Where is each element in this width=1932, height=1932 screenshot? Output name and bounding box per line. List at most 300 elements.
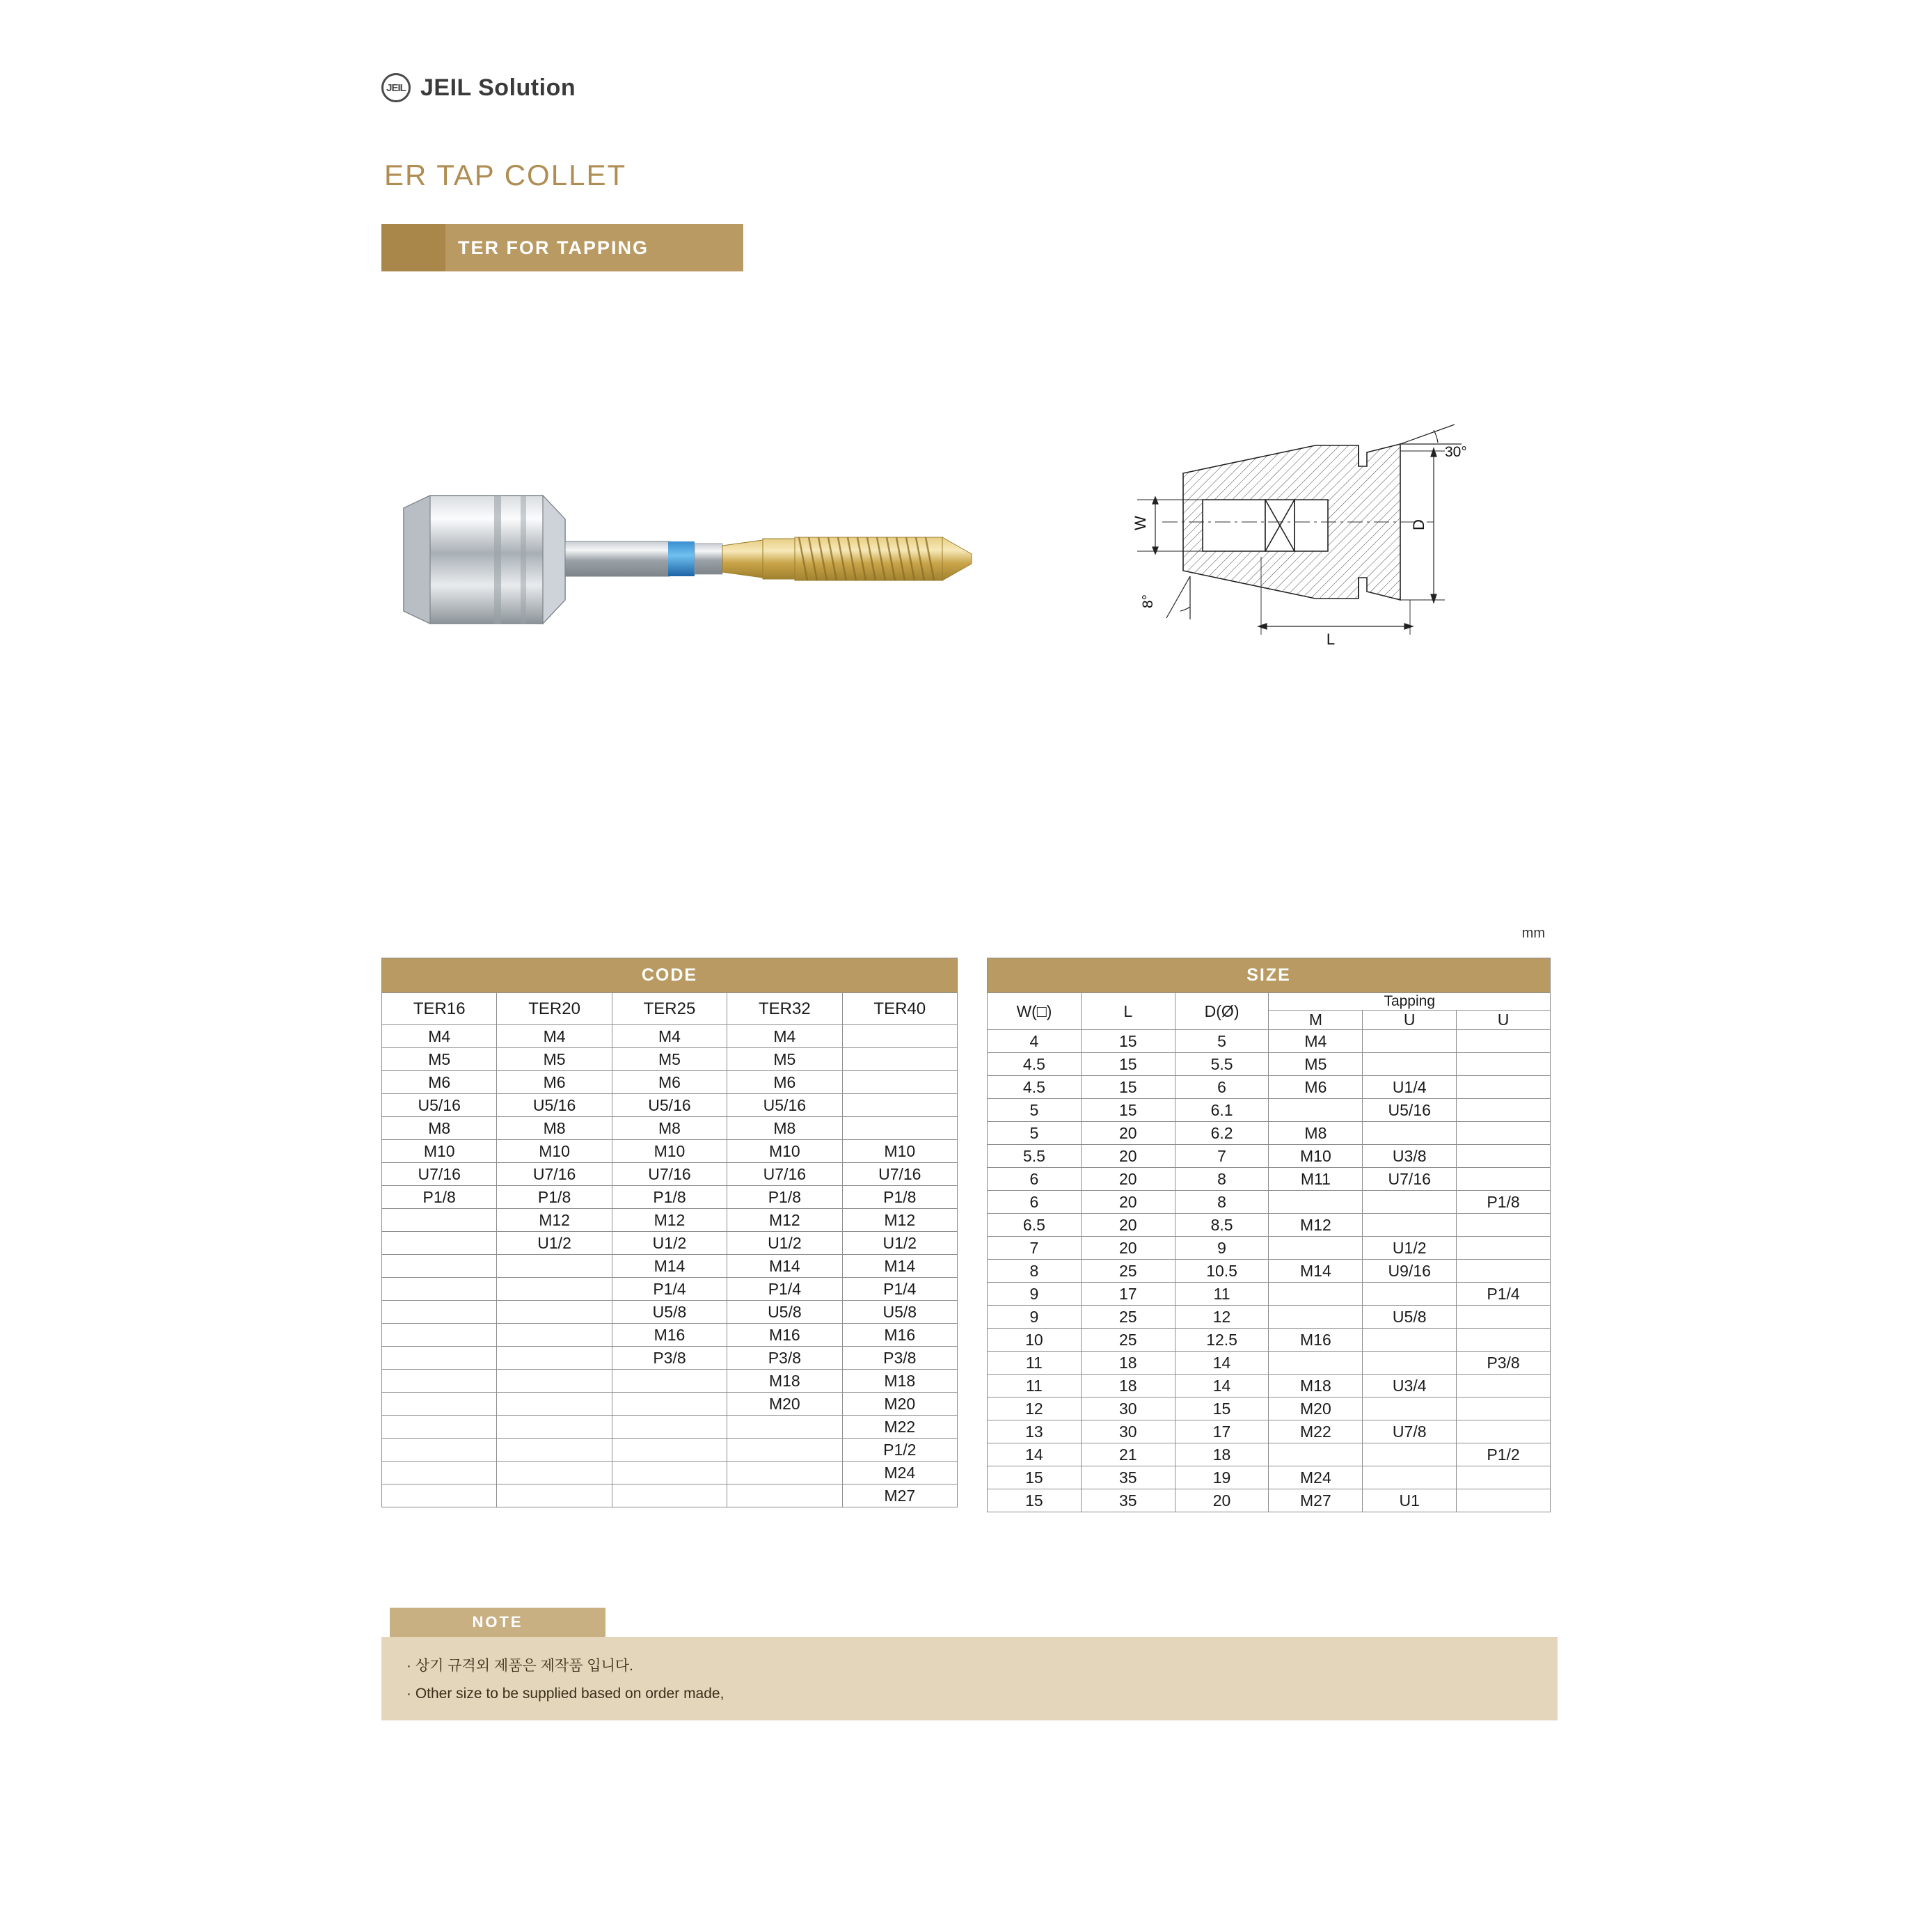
size-cell: 6 xyxy=(988,1191,1082,1214)
table-row xyxy=(988,1397,1551,1420)
code-cell: U7/16 xyxy=(612,1163,727,1186)
size-cell: M16 xyxy=(1269,1329,1363,1352)
code-cell: U1/2 xyxy=(497,1232,612,1255)
code-column-header: TER32 xyxy=(727,993,842,1025)
table-row xyxy=(988,1191,1551,1214)
code-cell: M14 xyxy=(727,1255,842,1278)
code-cell xyxy=(382,1278,497,1301)
size-cell: 25 xyxy=(1081,1306,1175,1329)
technical-drawing xyxy=(1086,418,1823,766)
code-column-header: TER16 xyxy=(382,993,497,1025)
code-cell: M5 xyxy=(382,1048,497,1071)
size-cell: 15 xyxy=(1081,1099,1175,1122)
size-cell xyxy=(1363,1053,1457,1076)
size-cell: M24 xyxy=(1269,1466,1363,1489)
table-row xyxy=(382,1416,958,1439)
table-row xyxy=(988,1489,1551,1512)
code-column-header: TER40 xyxy=(842,993,957,1025)
code-cell: U5/16 xyxy=(382,1094,497,1117)
angle-label-8: 8° xyxy=(1140,594,1156,608)
table-row xyxy=(382,1462,958,1484)
code-cell: M5 xyxy=(612,1048,727,1071)
dimension-label-l: L xyxy=(1326,631,1336,648)
table-row xyxy=(382,1094,958,1117)
angle-label-30: 30° xyxy=(1445,444,1467,460)
code-cell: U7/16 xyxy=(727,1163,842,1186)
size-cell xyxy=(1457,1099,1551,1122)
code-cell: U5/8 xyxy=(727,1301,842,1324)
table-row xyxy=(382,1209,958,1232)
code-cell: M24 xyxy=(842,1462,957,1484)
size-cell: M12 xyxy=(1269,1214,1363,1237)
code-cell xyxy=(497,1439,612,1462)
size-cell xyxy=(1457,1145,1551,1168)
code-cell: U1/2 xyxy=(727,1232,842,1255)
size-cell xyxy=(1457,1466,1551,1489)
subtitle-accent-block xyxy=(381,224,445,271)
size-cell: 20 xyxy=(1081,1168,1175,1191)
code-cell: M27 xyxy=(842,1484,957,1507)
size-cell: P1/2 xyxy=(1457,1443,1551,1466)
table-row xyxy=(382,1232,958,1255)
size-cell: M10 xyxy=(1269,1145,1363,1168)
code-cell: U7/16 xyxy=(382,1163,497,1186)
code-cell xyxy=(497,1278,612,1301)
table-row xyxy=(382,1393,958,1416)
table-row xyxy=(382,1347,958,1370)
size-cell: 5 xyxy=(1175,1030,1269,1053)
code-cell: U7/16 xyxy=(842,1163,957,1186)
size-cell: U1/4 xyxy=(1363,1076,1457,1099)
code-cell: M12 xyxy=(727,1209,842,1232)
size-cell: 30 xyxy=(1081,1397,1175,1420)
size-cell: U5/16 xyxy=(1363,1099,1457,1122)
size-cell: 7 xyxy=(1175,1145,1269,1168)
size-cell xyxy=(1457,1030,1551,1053)
code-cell xyxy=(497,1484,612,1507)
subtitle-label: TER FOR TAPPING xyxy=(458,237,649,258)
code-cell: M20 xyxy=(842,1393,957,1416)
code-cell: M8 xyxy=(612,1117,727,1140)
size-cell: 4 xyxy=(988,1030,1082,1053)
code-cell: U5/16 xyxy=(612,1094,727,1117)
size-cell: 35 xyxy=(1081,1466,1175,1489)
size-cell xyxy=(1363,1466,1457,1489)
code-cell: P1/8 xyxy=(842,1186,957,1209)
table-row xyxy=(382,1301,958,1324)
table-row xyxy=(382,1117,958,1140)
size-cell: 6.5 xyxy=(988,1214,1082,1237)
size-cell: 6.1 xyxy=(1175,1099,1269,1122)
size-cell xyxy=(1269,1191,1363,1214)
code-cell: M22 xyxy=(842,1416,957,1439)
size-cell: U7/8 xyxy=(1363,1420,1457,1443)
code-cell xyxy=(497,1393,612,1416)
table-row xyxy=(382,1484,958,1507)
size-column-header: L xyxy=(1081,993,1175,1030)
size-cell xyxy=(1457,1260,1551,1283)
size-cell: M8 xyxy=(1269,1122,1363,1145)
table-row xyxy=(382,1048,958,1071)
size-cell: 30 xyxy=(1081,1420,1175,1443)
code-cell xyxy=(842,1117,957,1140)
size-cell: 19 xyxy=(1175,1466,1269,1489)
product-photo xyxy=(376,452,1114,731)
tapping-group-header: Tapping xyxy=(1269,993,1551,1011)
code-cell xyxy=(497,1462,612,1484)
size-cell: U1 xyxy=(1363,1489,1457,1512)
table-row xyxy=(988,1443,1551,1466)
code-cell: U5/16 xyxy=(497,1094,612,1117)
table-row xyxy=(382,1255,958,1278)
code-cell: M4 xyxy=(497,1025,612,1048)
size-cell: 5 xyxy=(988,1099,1082,1122)
size-cell xyxy=(1457,1237,1551,1260)
size-cell xyxy=(1363,1122,1457,1145)
code-cell xyxy=(382,1370,497,1393)
size-cell xyxy=(1457,1420,1551,1443)
size-cell: 9 xyxy=(1175,1237,1269,1260)
size-cell: 5.5 xyxy=(988,1145,1082,1168)
size-cell: U7/16 xyxy=(1363,1168,1457,1191)
code-cell: P3/8 xyxy=(842,1347,957,1370)
table-row xyxy=(988,1237,1551,1260)
code-cell: M6 xyxy=(497,1071,612,1094)
table-row xyxy=(988,1352,1551,1375)
code-table-band-row xyxy=(382,958,958,993)
code-cell: U5/16 xyxy=(727,1094,842,1117)
code-cell: M5 xyxy=(727,1048,842,1071)
size-cell xyxy=(1457,1214,1551,1237)
code-cell: U7/16 xyxy=(497,1163,612,1186)
size-cell: 11 xyxy=(1175,1283,1269,1306)
code-cell xyxy=(382,1301,497,1324)
units-label: mm xyxy=(1521,926,1545,941)
table-row xyxy=(988,1122,1551,1145)
size-cell: 18 xyxy=(1175,1443,1269,1466)
note-tab: NOTE xyxy=(390,1608,605,1637)
size-cell: P1/8 xyxy=(1457,1191,1551,1214)
size-cell xyxy=(1269,1306,1363,1329)
size-cell: M4 xyxy=(1269,1030,1363,1053)
code-cell: M10 xyxy=(612,1140,727,1163)
code-table-header-row xyxy=(382,993,958,1025)
code-cell: P1/8 xyxy=(382,1186,497,1209)
size-cell: 14 xyxy=(1175,1375,1269,1397)
size-cell: 8.5 xyxy=(1175,1214,1269,1237)
size-cell: 10.5 xyxy=(1175,1260,1269,1283)
brand-logo xyxy=(381,73,576,102)
code-cell: M4 xyxy=(382,1025,497,1048)
size-cell: 18 xyxy=(1081,1352,1175,1375)
code-cell xyxy=(382,1439,497,1462)
code-cell xyxy=(382,1393,497,1416)
code-cell xyxy=(497,1416,612,1439)
size-cell: 13 xyxy=(988,1420,1082,1443)
size-cell xyxy=(1363,1352,1457,1375)
table-row xyxy=(988,1260,1551,1283)
code-cell xyxy=(382,1232,497,1255)
size-cell: U1/2 xyxy=(1363,1237,1457,1260)
size-cell xyxy=(1457,1168,1551,1191)
code-cell xyxy=(382,1347,497,1370)
code-cell xyxy=(382,1462,497,1484)
code-cell xyxy=(727,1462,842,1484)
table-row xyxy=(988,1466,1551,1489)
size-cell: 21 xyxy=(1081,1443,1175,1466)
code-cell xyxy=(727,1484,842,1507)
size-cell: M18 xyxy=(1269,1375,1363,1397)
size-cell: 15 xyxy=(988,1489,1082,1512)
code-cell xyxy=(612,1393,727,1416)
size-cell xyxy=(1457,1076,1551,1099)
code-column-header: TER25 xyxy=(612,993,727,1025)
size-cell: 20 xyxy=(1081,1237,1175,1260)
size-cell xyxy=(1363,1443,1457,1466)
size-cell: 15 xyxy=(988,1466,1082,1489)
code-cell: M12 xyxy=(497,1209,612,1232)
table-row xyxy=(382,1370,958,1393)
size-cell xyxy=(1269,1099,1363,1122)
table-row xyxy=(382,1071,958,1094)
size-cell xyxy=(1269,1283,1363,1306)
size-cell: 9 xyxy=(988,1306,1082,1329)
code-cell xyxy=(497,1347,612,1370)
code-cell: M10 xyxy=(842,1140,957,1163)
size-cell: 15 xyxy=(1081,1053,1175,1076)
code-cell: M16 xyxy=(842,1324,957,1347)
code-cell: U5/8 xyxy=(842,1301,957,1324)
code-cell: M8 xyxy=(497,1117,612,1140)
code-cell xyxy=(497,1370,612,1393)
size-cell: 6 xyxy=(988,1168,1082,1191)
size-cell: 10 xyxy=(988,1329,1082,1352)
table-row xyxy=(382,1163,958,1186)
size-table xyxy=(987,958,1551,1512)
code-cell: M6 xyxy=(727,1071,842,1094)
table-row xyxy=(988,1283,1551,1306)
size-cell: M22 xyxy=(1269,1420,1363,1443)
code-cell xyxy=(727,1439,842,1462)
table-row xyxy=(382,1140,958,1163)
tapping-column-header: M xyxy=(1269,1011,1363,1030)
code-cell xyxy=(612,1484,727,1507)
size-cell: M5 xyxy=(1269,1053,1363,1076)
size-cell: 8 xyxy=(1175,1168,1269,1191)
code-cell: M12 xyxy=(612,1209,727,1232)
code-cell: M14 xyxy=(612,1255,727,1278)
table-row xyxy=(382,1439,958,1462)
code-cell: U1/2 xyxy=(612,1232,727,1255)
size-cell: 12.5 xyxy=(1175,1329,1269,1352)
table-row xyxy=(988,1030,1551,1053)
code-cell: P3/8 xyxy=(612,1347,727,1370)
size-cell: 4.5 xyxy=(988,1076,1082,1099)
table-row xyxy=(988,1420,1551,1443)
size-table-body xyxy=(988,958,1551,1512)
table-row xyxy=(382,1324,958,1347)
size-cell: U3/4 xyxy=(1363,1375,1457,1397)
size-cell: 20 xyxy=(1081,1214,1175,1237)
size-cell xyxy=(1457,1306,1551,1329)
code-cell xyxy=(382,1255,497,1278)
code-cell: M20 xyxy=(727,1393,842,1416)
size-table-band-label: SIZE xyxy=(988,958,1551,993)
size-cell: U9/16 xyxy=(1363,1260,1457,1283)
code-table xyxy=(381,958,958,1507)
table-row xyxy=(382,1186,958,1209)
code-cell: M8 xyxy=(382,1117,497,1140)
size-cell: 18 xyxy=(1081,1375,1175,1397)
tapping-column-header: U xyxy=(1457,1011,1551,1030)
subtitle-banner xyxy=(381,224,743,271)
code-cell: M5 xyxy=(497,1048,612,1071)
size-cell xyxy=(1363,1397,1457,1420)
size-cell: U3/8 xyxy=(1363,1145,1457,1168)
size-cell: 11 xyxy=(988,1352,1082,1375)
code-cell xyxy=(497,1255,612,1278)
code-cell xyxy=(842,1048,957,1071)
size-cell: 15 xyxy=(1081,1076,1175,1099)
code-cell xyxy=(842,1071,957,1094)
size-cell: 5.5 xyxy=(1175,1053,1269,1076)
code-cell: U5/8 xyxy=(612,1301,727,1324)
code-cell xyxy=(842,1025,957,1048)
code-cell: M10 xyxy=(727,1140,842,1163)
size-cell: 5 xyxy=(988,1122,1082,1145)
code-cell xyxy=(612,1416,727,1439)
code-cell xyxy=(382,1484,497,1507)
size-cell: 8 xyxy=(988,1260,1082,1283)
dimension-label-w: W xyxy=(1132,516,1149,530)
table-row xyxy=(988,1168,1551,1191)
size-cell: 20 xyxy=(1081,1191,1175,1214)
code-cell: M16 xyxy=(612,1324,727,1347)
size-cell xyxy=(1457,1375,1551,1397)
code-cell: M12 xyxy=(842,1209,957,1232)
code-cell xyxy=(382,1209,497,1232)
size-cell: 8 xyxy=(1175,1191,1269,1214)
code-cell: M8 xyxy=(727,1117,842,1140)
size-cell: 7 xyxy=(988,1237,1082,1260)
code-cell: P1/8 xyxy=(497,1186,612,1209)
code-cell: M16 xyxy=(727,1324,842,1347)
size-cell xyxy=(1457,1489,1551,1512)
size-cell xyxy=(1269,1237,1363,1260)
code-cell: P1/8 xyxy=(612,1186,727,1209)
size-cell xyxy=(1363,1283,1457,1306)
size-cell: M27 xyxy=(1269,1489,1363,1512)
code-cell xyxy=(497,1301,612,1324)
size-cell: 6 xyxy=(1175,1076,1269,1099)
size-cell xyxy=(1363,1191,1457,1214)
code-cell: M4 xyxy=(727,1025,842,1048)
page-title: ER TAP COLLET xyxy=(384,159,627,191)
code-cell: M10 xyxy=(382,1140,497,1163)
table-row xyxy=(988,1053,1551,1076)
size-cell: M14 xyxy=(1269,1260,1363,1283)
table-row xyxy=(382,1025,958,1048)
size-cell: 15 xyxy=(1175,1397,1269,1420)
code-cell xyxy=(497,1324,612,1347)
size-cell: 6.2 xyxy=(1175,1122,1269,1145)
size-cell: M11 xyxy=(1269,1168,1363,1191)
code-cell xyxy=(612,1439,727,1462)
tapping-column-header: U xyxy=(1363,1011,1457,1030)
size-cell: 4.5 xyxy=(988,1053,1082,1076)
code-cell: M10 xyxy=(497,1140,612,1163)
code-cell: U1/2 xyxy=(842,1232,957,1255)
note-box xyxy=(381,1637,1558,1720)
logo-mark-icon: JEIL xyxy=(381,73,411,102)
code-cell: P1/8 xyxy=(727,1186,842,1209)
code-cell: P1/2 xyxy=(842,1439,957,1462)
size-cell: 9 xyxy=(988,1283,1082,1306)
size-cell: M6 xyxy=(1269,1076,1363,1099)
code-cell: P1/4 xyxy=(727,1278,842,1301)
size-cell: P1/4 xyxy=(1457,1283,1551,1306)
size-cell: 17 xyxy=(1081,1283,1175,1306)
size-cell: 35 xyxy=(1081,1489,1175,1512)
table-row xyxy=(988,1306,1551,1329)
size-column-header: W(□) xyxy=(988,993,1082,1030)
size-cell: 14 xyxy=(1175,1352,1269,1375)
size-cell: 14 xyxy=(988,1443,1082,1466)
size-cell: 20 xyxy=(1081,1145,1175,1168)
table-row xyxy=(988,1329,1551,1352)
size-cell: 11 xyxy=(988,1375,1082,1397)
code-table-band-label: CODE xyxy=(382,958,958,993)
code-cell: M6 xyxy=(612,1071,727,1094)
code-cell: M6 xyxy=(382,1071,497,1094)
code-cell xyxy=(842,1094,957,1117)
size-cell: 20 xyxy=(1081,1122,1175,1145)
size-cell: 25 xyxy=(1081,1329,1175,1352)
code-cell: M18 xyxy=(842,1370,957,1393)
table-row xyxy=(988,1099,1551,1122)
code-column-header: TER20 xyxy=(497,993,612,1025)
table-row xyxy=(988,1214,1551,1237)
code-cell: P1/4 xyxy=(612,1278,727,1301)
code-cell: P3/8 xyxy=(727,1347,842,1370)
size-cell xyxy=(1457,1397,1551,1420)
size-cell xyxy=(1269,1352,1363,1375)
table-row xyxy=(988,1145,1551,1168)
size-table-band-row xyxy=(988,958,1551,993)
size-cell: 20 xyxy=(1175,1489,1269,1512)
note-line: · Other size to be supplied based on order made, xyxy=(406,1685,724,1702)
size-cell xyxy=(1457,1329,1551,1352)
code-cell xyxy=(382,1416,497,1439)
size-cell: 12 xyxy=(988,1397,1082,1420)
size-cell: 17 xyxy=(1175,1420,1269,1443)
code-cell: M14 xyxy=(842,1255,957,1278)
size-cell: U5/8 xyxy=(1363,1306,1457,1329)
size-cell: 25 xyxy=(1081,1260,1175,1283)
size-column-header: D(Ø) xyxy=(1175,993,1269,1030)
dimension-label-d: D xyxy=(1410,519,1427,530)
code-cell: M18 xyxy=(727,1370,842,1393)
code-table-body xyxy=(382,958,958,1507)
size-cell xyxy=(1269,1443,1363,1466)
table-row xyxy=(988,1375,1551,1397)
code-cell xyxy=(727,1416,842,1439)
note-line: · 상기 규격외 제품은 제작품 입니다. xyxy=(406,1658,634,1674)
size-cell xyxy=(1457,1053,1551,1076)
size-cell xyxy=(1457,1122,1551,1145)
table-row xyxy=(988,1076,1551,1099)
size-cell: 15 xyxy=(1081,1030,1175,1053)
